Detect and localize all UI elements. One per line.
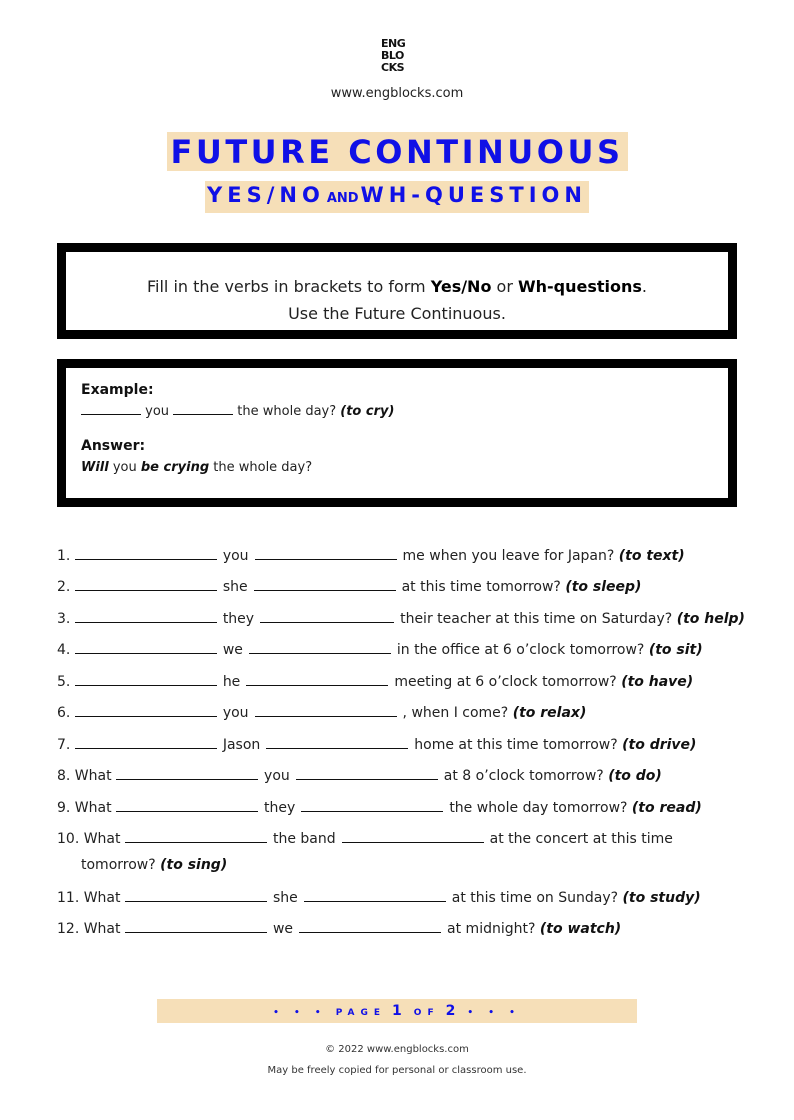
question-number: 2. [57, 579, 71, 595]
question-word: she [222, 579, 248, 595]
question-text: home at this time tomorrow? [414, 737, 618, 753]
question-number: 11. What [57, 890, 121, 906]
question-number: 10. What [57, 831, 121, 847]
example-rest: the whole day? [233, 404, 341, 419]
instructions-line1 [66, 273, 728, 300]
answer-blank[interactable] [342, 829, 484, 843]
dots-left: • • • [273, 1008, 327, 1018]
question-2 [57, 577, 641, 596]
instructions-line2: Use the Future Continuous. [288, 304, 506, 323]
verb-hint: (to sing) [160, 857, 228, 873]
question-11 [57, 888, 701, 907]
question-number: 12. What [57, 921, 121, 937]
question-12 [57, 919, 621, 938]
question-4 [57, 640, 703, 659]
page-subtitle [205, 181, 589, 213]
verb-hint: (to do) [608, 768, 662, 784]
question-number: 1. [57, 548, 71, 564]
question-9 [57, 798, 702, 817]
answer-will: Will [81, 460, 109, 475]
example-blank [81, 402, 141, 415]
question-number: 9. What [57, 800, 112, 816]
page-title: FUTURE CONTINUOUS [167, 132, 628, 171]
answer-blank[interactable] [246, 672, 388, 686]
question-text: the whole day tomorrow? [449, 800, 628, 816]
question-number: 3. [57, 611, 71, 627]
answer-blank[interactable] [304, 888, 446, 902]
question-text: at 8 o’clock tomorrow? [443, 768, 604, 784]
verb-hint: (to have) [621, 674, 694, 690]
answer-blank[interactable] [266, 735, 408, 749]
answer-blank[interactable] [75, 609, 217, 623]
logo-line: BLO [381, 49, 404, 62]
question-6 [57, 703, 586, 722]
question-8 [57, 766, 662, 785]
answer-blank[interactable] [116, 798, 258, 812]
question-word: you [222, 705, 249, 721]
page-total: 2 [445, 1003, 456, 1019]
question-text: tomorrow? [81, 857, 156, 873]
instr-text: Fill in the verbs in brackets to form [146, 277, 431, 296]
question-word: we [272, 921, 294, 937]
site-url[interactable]: www.engblocks.com [330, 86, 464, 101]
example-box [57, 359, 737, 507]
question-text: at midnight? [447, 921, 536, 937]
answer-blank[interactable] [75, 672, 217, 686]
instructions-box [57, 243, 737, 339]
answer-blank[interactable] [125, 919, 267, 933]
license-note: May be freely copied for personal or classroom use. [267, 1065, 527, 1076]
subtitle-and: AND [326, 191, 359, 206]
question-word: the band [272, 831, 336, 847]
answer-blank[interactable] [116, 766, 258, 780]
question-word: you [222, 548, 249, 564]
question-number: 5. [57, 674, 71, 690]
engblocks-logo [381, 38, 415, 74]
answer-sentence [81, 458, 713, 478]
instr-text: . [641, 277, 648, 296]
example-heading: Example: [81, 382, 154, 398]
answer-text: you [108, 460, 141, 475]
example-hint: (to cry) [340, 404, 395, 419]
question-7 [57, 735, 696, 754]
question-text: , when I come? [402, 705, 509, 721]
question-text: me when you leave for Japan? [402, 548, 615, 564]
question-word: they [222, 611, 255, 627]
answer-blank[interactable] [260, 609, 394, 623]
answer-heading: Answer: [81, 438, 146, 454]
answer-blank[interactable] [75, 577, 217, 591]
subtitle-part2: WH-QUESTION [360, 183, 587, 207]
answer-blank[interactable] [255, 703, 397, 717]
example-sentence [81, 402, 713, 438]
answer-blank[interactable] [125, 888, 267, 902]
verb-hint: (to study) [622, 890, 701, 906]
question-text: at this time on Sunday? [451, 890, 619, 906]
answer-be-crying: be crying [140, 460, 210, 475]
question-text: in the office at 6 o’clock tomorrow? [396, 642, 645, 658]
answer-blank[interactable] [75, 735, 217, 749]
title-wrap [0, 132, 794, 171]
question-word: he [222, 674, 241, 690]
answer-blank[interactable] [254, 577, 396, 591]
dots-right: • • • [467, 1008, 521, 1018]
answer-blank[interactable] [249, 640, 391, 654]
question-text: at the concert at this time [489, 831, 673, 847]
logo-line: CKS [381, 61, 405, 74]
answer-blank[interactable] [125, 829, 267, 843]
page-indicator [157, 999, 637, 1023]
answer-blank[interactable] [75, 546, 217, 560]
answer-blank[interactable] [299, 919, 441, 933]
question-word: you [264, 768, 290, 784]
question-5 [57, 672, 693, 691]
instr-bold-yesno: Yes/No [430, 277, 492, 296]
subtitle-wrap [0, 181, 794, 213]
question-10-continued [81, 856, 227, 874]
question-number: 7. [57, 737, 71, 753]
question-text: their teacher at this time on Saturday? [400, 611, 673, 627]
copyright: © 2022 www.engblocks.com [325, 1044, 469, 1055]
verb-hint: (to watch) [539, 921, 622, 937]
page-number: 1 [392, 1003, 402, 1019]
question-word: we [222, 642, 243, 658]
question-word: they [264, 800, 296, 816]
question-number: 4. [57, 642, 71, 658]
example-blank [173, 402, 233, 415]
verb-hint: (to sit) [648, 642, 703, 658]
subtitle-part1: YES/NO [207, 183, 325, 207]
question-text: meeting at 6 o’clock tomorrow? [394, 674, 617, 690]
answer-blank[interactable] [255, 546, 397, 560]
question-1 [57, 546, 685, 565]
answer-blank[interactable] [296, 766, 438, 780]
example-word: you [141, 404, 174, 419]
question-number: 6. [57, 705, 71, 721]
question-word: Jason [222, 737, 261, 753]
verb-hint: (to read) [631, 800, 702, 816]
verb-hint: (to sleep) [565, 579, 642, 595]
answer-blank[interactable] [301, 798, 443, 812]
question-10 [57, 829, 673, 848]
verb-hint: (to drive) [622, 737, 697, 753]
verb-hint: (to relax) [512, 705, 587, 721]
question-text: at this time tomorrow? [401, 579, 561, 595]
question-word: she [272, 890, 298, 906]
page-label: PAGE [335, 1008, 387, 1018]
question-number: 8. What [57, 768, 112, 784]
verb-hint: (to text) [618, 548, 685, 564]
answer-blank[interactable] [75, 703, 217, 717]
answer-text: the whole day? [209, 460, 313, 475]
answer-blank[interactable] [75, 640, 217, 654]
question-3 [57, 609, 745, 628]
verb-hint: (to help) [676, 611, 745, 627]
instr-bold-wh: Wh-questions [517, 277, 642, 296]
logo-line: ENG [381, 37, 406, 50]
of-label: OF [413, 1008, 440, 1018]
instr-text: or [491, 277, 518, 296]
